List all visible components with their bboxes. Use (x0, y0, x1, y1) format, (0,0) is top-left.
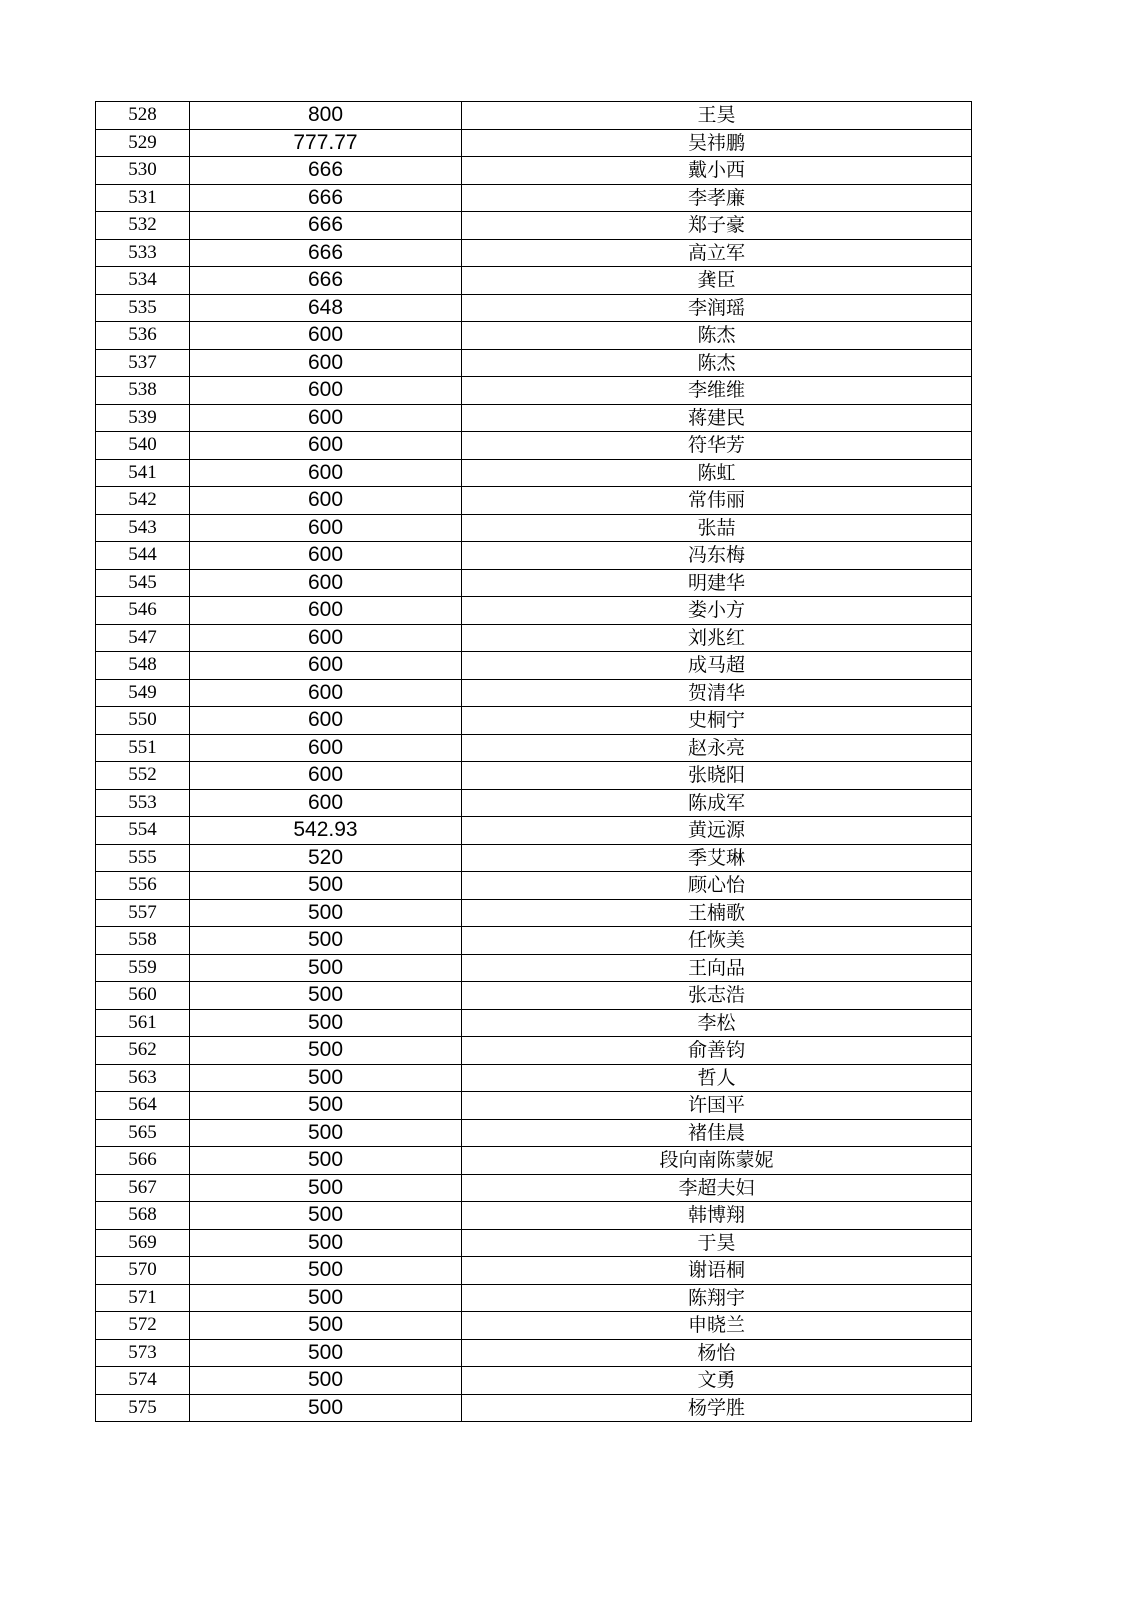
name-cell: 张喆 (462, 514, 972, 542)
amount-cell: 500 (190, 1037, 462, 1065)
row-index-cell: 556 (96, 872, 190, 900)
name-cell: 谢语桐 (462, 1257, 972, 1285)
name-cell: 陈成军 (462, 789, 972, 817)
amount-cell: 600 (190, 762, 462, 790)
amount-cell: 600 (190, 679, 462, 707)
name-cell: 申晓兰 (462, 1312, 972, 1340)
row-index-cell: 573 (96, 1339, 190, 1367)
row-index-cell: 561 (96, 1009, 190, 1037)
row-index-cell: 549 (96, 679, 190, 707)
row-index-cell: 555 (96, 844, 190, 872)
name-cell: 杨学胜 (462, 1394, 972, 1422)
row-index-cell: 551 (96, 734, 190, 762)
name-cell: 季艾琳 (462, 844, 972, 872)
row-index-cell: 552 (96, 762, 190, 790)
name-cell: 李松 (462, 1009, 972, 1037)
name-cell: 王楠歌 (462, 899, 972, 927)
name-cell: 任恢美 (462, 927, 972, 955)
amount-cell: 500 (190, 1394, 462, 1422)
table-row (96, 1174, 972, 1202)
table-row (96, 239, 972, 267)
table-row (96, 1147, 972, 1175)
table-row (96, 1092, 972, 1120)
table-row (96, 789, 972, 817)
amount-cell: 500 (190, 1339, 462, 1367)
table-row (96, 707, 972, 735)
table-row (96, 1037, 972, 1065)
amount-cell: 600 (190, 377, 462, 405)
name-cell: 张晓阳 (462, 762, 972, 790)
row-index-cell: 530 (96, 157, 190, 185)
row-index-cell: 534 (96, 267, 190, 295)
amount-cell: 500 (190, 954, 462, 982)
name-cell: 许国平 (462, 1092, 972, 1120)
amount-cell: 500 (190, 1064, 462, 1092)
row-index-cell: 565 (96, 1119, 190, 1147)
table-row (96, 542, 972, 570)
table-row (96, 294, 972, 322)
row-index-cell: 574 (96, 1367, 190, 1395)
table-row (96, 184, 972, 212)
name-cell: 刘兆红 (462, 624, 972, 652)
table-row (96, 267, 972, 295)
name-cell: 郑子豪 (462, 212, 972, 240)
row-index-cell: 550 (96, 707, 190, 735)
amount-cell: 520 (190, 844, 462, 872)
row-index-cell: 553 (96, 789, 190, 817)
row-index-cell: 542 (96, 487, 190, 515)
amount-cell: 600 (190, 349, 462, 377)
row-index-cell: 568 (96, 1202, 190, 1230)
amount-cell: 600 (190, 432, 462, 460)
row-index-cell: 575 (96, 1394, 190, 1422)
table-row (96, 404, 972, 432)
name-cell: 文勇 (462, 1367, 972, 1395)
table-row (96, 679, 972, 707)
table-row (96, 899, 972, 927)
row-index-cell: 533 (96, 239, 190, 267)
name-cell: 吴祎鹏 (462, 129, 972, 157)
amount-cell: 600 (190, 542, 462, 570)
table-row (96, 1064, 972, 1092)
amount-cell: 666 (190, 267, 462, 295)
amount-cell: 600 (190, 597, 462, 625)
row-index-cell: 554 (96, 817, 190, 845)
table-row (96, 1009, 972, 1037)
name-cell: 李润瑶 (462, 294, 972, 322)
name-cell: 李孝廉 (462, 184, 972, 212)
row-index-cell: 543 (96, 514, 190, 542)
amount-cell: 600 (190, 789, 462, 817)
amount-cell: 500 (190, 1174, 462, 1202)
name-cell: 贺清华 (462, 679, 972, 707)
name-cell: 李超夫妇 (462, 1174, 972, 1202)
amount-cell: 500 (190, 1147, 462, 1175)
name-cell: 张志浩 (462, 982, 972, 1010)
amount-cell: 600 (190, 322, 462, 350)
row-index-cell: 563 (96, 1064, 190, 1092)
row-index-cell: 528 (96, 102, 190, 130)
table-row (96, 624, 972, 652)
name-cell: 陈虹 (462, 459, 972, 487)
table-row (96, 954, 972, 982)
amount-cell: 500 (190, 1092, 462, 1120)
table-row (96, 129, 972, 157)
table-row (96, 487, 972, 515)
name-cell: 陈杰 (462, 349, 972, 377)
table-row (96, 1284, 972, 1312)
row-index-cell: 559 (96, 954, 190, 982)
row-index-cell: 560 (96, 982, 190, 1010)
row-index-cell: 536 (96, 322, 190, 350)
row-index-cell: 538 (96, 377, 190, 405)
row-index-cell: 558 (96, 927, 190, 955)
name-cell: 高立军 (462, 239, 972, 267)
name-cell: 蒋建民 (462, 404, 972, 432)
row-index-cell: 544 (96, 542, 190, 570)
table-row (96, 432, 972, 460)
amount-cell: 500 (190, 1312, 462, 1340)
amount-cell: 600 (190, 569, 462, 597)
table-row (96, 377, 972, 405)
row-index-cell: 532 (96, 212, 190, 240)
table-row (96, 1312, 972, 1340)
amount-cell: 666 (190, 184, 462, 212)
amount-cell: 500 (190, 1202, 462, 1230)
amount-cell: 648 (190, 294, 462, 322)
name-cell: 段向南陈蒙妮 (462, 1147, 972, 1175)
table-row (96, 569, 972, 597)
table-row (96, 157, 972, 185)
table-row (96, 597, 972, 625)
table-row (96, 349, 972, 377)
name-cell: 龚臣 (462, 267, 972, 295)
name-cell: 哲人 (462, 1064, 972, 1092)
row-index-cell: 537 (96, 349, 190, 377)
amount-cell: 600 (190, 487, 462, 515)
amount-cell: 666 (190, 212, 462, 240)
row-index-cell: 547 (96, 624, 190, 652)
table-row (96, 817, 972, 845)
amount-cell: 600 (190, 459, 462, 487)
table-row (96, 514, 972, 542)
name-cell: 史桐宁 (462, 707, 972, 735)
table-row (96, 1229, 972, 1257)
table-row (96, 1257, 972, 1285)
table-row (96, 212, 972, 240)
row-index-cell: 570 (96, 1257, 190, 1285)
amount-cell: 500 (190, 1119, 462, 1147)
table-row (96, 844, 972, 872)
row-index-cell: 571 (96, 1284, 190, 1312)
name-cell: 陈翔宇 (462, 1284, 972, 1312)
amount-cell: 500 (190, 899, 462, 927)
amount-cell: 600 (190, 624, 462, 652)
amount-cell: 500 (190, 1229, 462, 1257)
amount-cell: 600 (190, 734, 462, 762)
name-cell: 杨怡 (462, 1339, 972, 1367)
table-row (96, 459, 972, 487)
table-row (96, 1367, 972, 1395)
table-row (96, 652, 972, 680)
amount-cell: 500 (190, 1284, 462, 1312)
row-index-cell: 566 (96, 1147, 190, 1175)
name-cell: 冯东梅 (462, 542, 972, 570)
donation-table-body (96, 102, 972, 1422)
row-index-cell: 540 (96, 432, 190, 460)
name-cell: 顾心怡 (462, 872, 972, 900)
name-cell: 娄小方 (462, 597, 972, 625)
row-index-cell: 564 (96, 1092, 190, 1120)
row-index-cell: 531 (96, 184, 190, 212)
amount-cell: 500 (190, 927, 462, 955)
table-row (96, 1339, 972, 1367)
amount-cell: 600 (190, 707, 462, 735)
table-row (96, 927, 972, 955)
name-cell: 符华芳 (462, 432, 972, 460)
amount-cell: 666 (190, 239, 462, 267)
name-cell: 李维维 (462, 377, 972, 405)
row-index-cell: 569 (96, 1229, 190, 1257)
amount-cell: 777.77 (190, 129, 462, 157)
table-row (96, 1202, 972, 1230)
name-cell: 赵永亮 (462, 734, 972, 762)
amount-cell: 500 (190, 982, 462, 1010)
table-row (96, 762, 972, 790)
amount-cell: 600 (190, 514, 462, 542)
row-index-cell: 529 (96, 129, 190, 157)
amount-cell: 500 (190, 1367, 462, 1395)
row-index-cell: 562 (96, 1037, 190, 1065)
table-row (96, 322, 972, 350)
name-cell: 陈杰 (462, 322, 972, 350)
name-cell: 成马超 (462, 652, 972, 680)
amount-cell: 800 (190, 102, 462, 130)
table-row (96, 1394, 972, 1422)
amount-cell: 600 (190, 652, 462, 680)
table-row (96, 982, 972, 1010)
amount-cell: 500 (190, 1009, 462, 1037)
name-cell: 王向品 (462, 954, 972, 982)
name-cell: 俞善钧 (462, 1037, 972, 1065)
amount-cell: 542.93 (190, 817, 462, 845)
name-cell: 韩博翔 (462, 1202, 972, 1230)
amount-cell: 666 (190, 157, 462, 185)
amount-cell: 500 (190, 872, 462, 900)
row-index-cell: 546 (96, 597, 190, 625)
row-index-cell: 567 (96, 1174, 190, 1202)
row-index-cell: 572 (96, 1312, 190, 1340)
name-cell: 黄远源 (462, 817, 972, 845)
row-index-cell: 535 (96, 294, 190, 322)
table-row (96, 872, 972, 900)
name-cell: 于昊 (462, 1229, 972, 1257)
row-index-cell: 539 (96, 404, 190, 432)
donation-table (95, 101, 972, 1422)
table-row (96, 102, 972, 130)
name-cell: 王昊 (462, 102, 972, 130)
name-cell: 褚佳晨 (462, 1119, 972, 1147)
table-row (96, 1119, 972, 1147)
row-index-cell: 557 (96, 899, 190, 927)
table-row (96, 734, 972, 762)
name-cell: 明建华 (462, 569, 972, 597)
name-cell: 戴小西 (462, 157, 972, 185)
row-index-cell: 545 (96, 569, 190, 597)
amount-cell: 500 (190, 1257, 462, 1285)
amount-cell: 600 (190, 404, 462, 432)
row-index-cell: 541 (96, 459, 190, 487)
row-index-cell: 548 (96, 652, 190, 680)
name-cell: 常伟丽 (462, 487, 972, 515)
